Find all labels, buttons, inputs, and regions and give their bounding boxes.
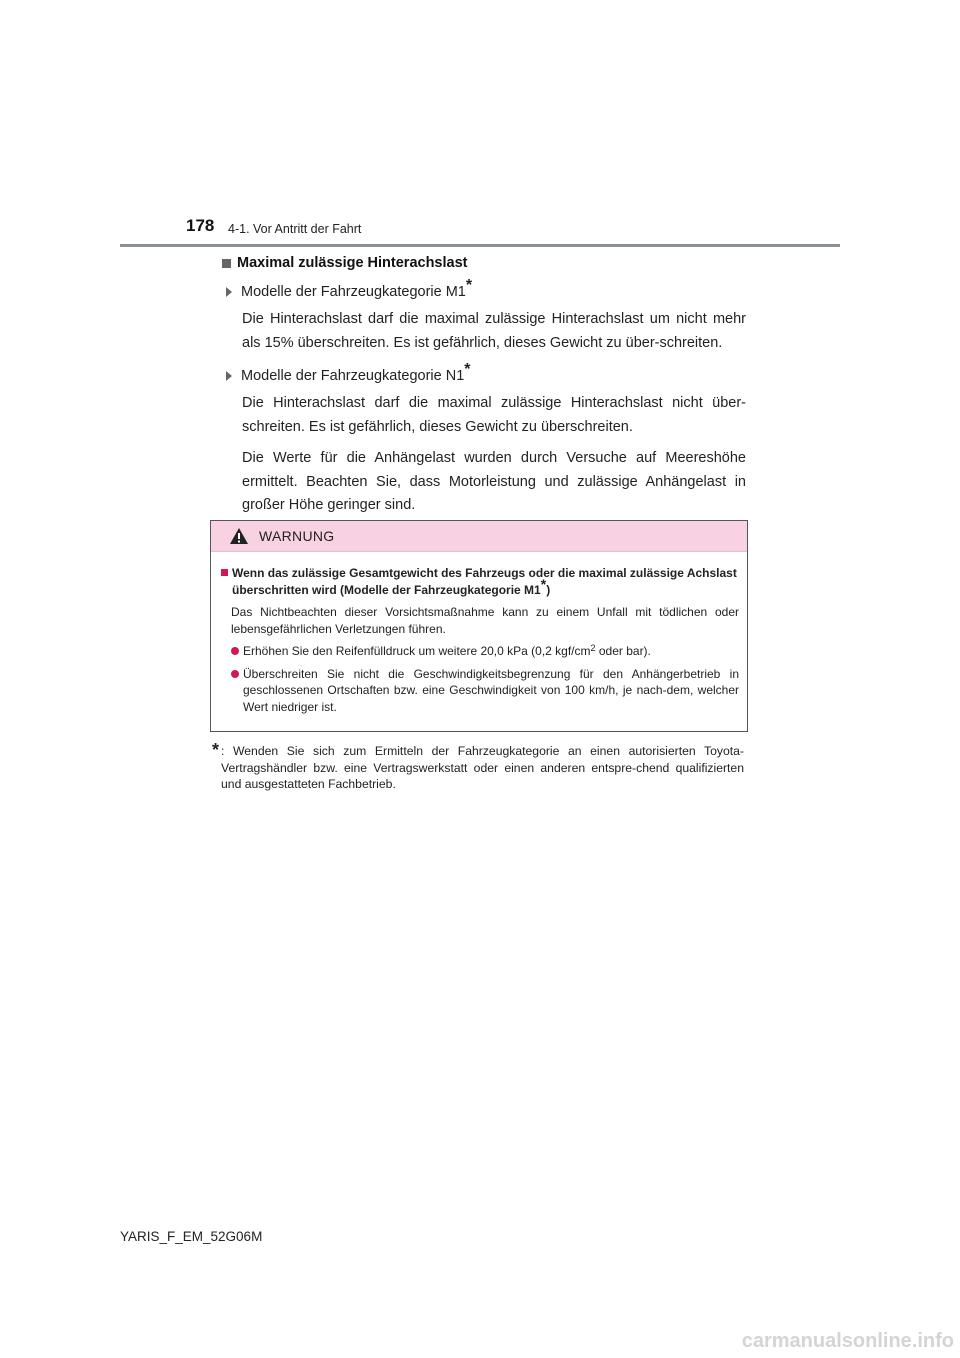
main-content: [222, 255, 746, 518]
asterisk-marker: *: [464, 361, 471, 378]
triangle-bullet-icon: [226, 371, 232, 381]
bullet-text: Erhöhen Sie den Reifenfülldruck um weitere 20,0 kPa (0,2 kgf/cm: [243, 644, 591, 658]
warning-bullet-1: [231, 643, 739, 660]
paragraph: Die Hinterachslast darf die maximal zulässige Hinterachslast nicht über-schreiten. Es ist gefährlich, dieses Gewicht zu überschreiten.: [242, 395, 746, 435]
warning-title: WARNUNG: [259, 528, 335, 544]
pink-square-bullet-icon: [221, 569, 228, 576]
paragraph: Die Werte für die Anhängelast wurden durch Versuche auf Meereshöhe ermittelt. Beachten Sie, dass Motorleistung und zulässige Anhängelast in großer Höhe geringer sind.: [242, 450, 746, 513]
square-bullet-icon: [222, 259, 231, 268]
footnote-text: : Wenden Sie sich zum Ermitteln der Fahrzeugkategorie an einen autorisierten Toyota-Vertragshändler bzw. eine Vertragswerkstatt oder einen anderen entspre-chend qualifizierten und ausgestatteten Fachbetrieb.: [221, 744, 744, 791]
warning-text: Das Nichtbeachten dieser Vorsichtsmaßnahme kann zu einem Unfall mit tödlichen oder lebensgefährlichen Verletzungen führen.: [231, 605, 739, 636]
triangle-bullet-icon: [226, 287, 232, 297]
warning-header: [211, 521, 747, 552]
header-rule: [120, 244, 840, 247]
pink-dot-bullet-icon: [231, 670, 239, 678]
warning-body: [211, 552, 747, 715]
page-number: 178: [186, 216, 215, 235]
warning-section-text: Wenn das zulässige Gesamtgewicht des Fahrzeugs oder die maximal zulässige Achslast überschritten wird (Modelle der Fahrzeugkategorie M1: [232, 566, 737, 597]
section-heading-text: Maximal zulässige Hinterachslast: [237, 255, 468, 271]
footnote: [212, 740, 744, 793]
warning-bullet-2: [231, 666, 739, 716]
bullet-text-end: oder bar).: [595, 644, 651, 658]
bullet-text: Überschreiten Sie nicht die Geschwindigkeitsbegrenzung für den Anhängerbetrieb in geschlossenen Ortschaften bzw. eine Geschwindigkeit von 100 km/h, je nach-dem, welcher Wert niedriger ist.: [243, 666, 739, 714]
warning-section-title: [221, 565, 739, 598]
closing-paren: ): [546, 582, 551, 597]
subitem-label: Modelle der Fahrzeugkategorie N1: [241, 368, 465, 384]
subitem-n1: [226, 361, 746, 384]
asterisk-marker: *: [465, 277, 473, 294]
chapter-title: 4-1. Vor Antritt der Fahrt: [228, 222, 362, 236]
warning-triangle-icon: [229, 527, 249, 545]
subitem-label: Modelle der Fahrzeugkategorie M1: [241, 284, 466, 300]
subitem-m1: [226, 277, 746, 300]
pink-dot-bullet-icon: [231, 647, 239, 655]
section-heading: [222, 255, 746, 271]
asterisk-marker: *: [540, 575, 547, 592]
document-code: YARIS_F_EM_52G06M: [120, 1229, 263, 1244]
watermark: carmanualsonline.info: [741, 1330, 954, 1352]
warning-box: [210, 520, 748, 732]
paragraph: Die Hinterachslast darf die maximal zulässige Hinterachslast um nicht mehr als 15% überschreiten. Es ist gefährlich, dieses Gewicht zu über-schreiten.: [242, 311, 746, 351]
superscript: 2: [590, 643, 596, 653]
footnote-marker: *: [212, 740, 220, 760]
